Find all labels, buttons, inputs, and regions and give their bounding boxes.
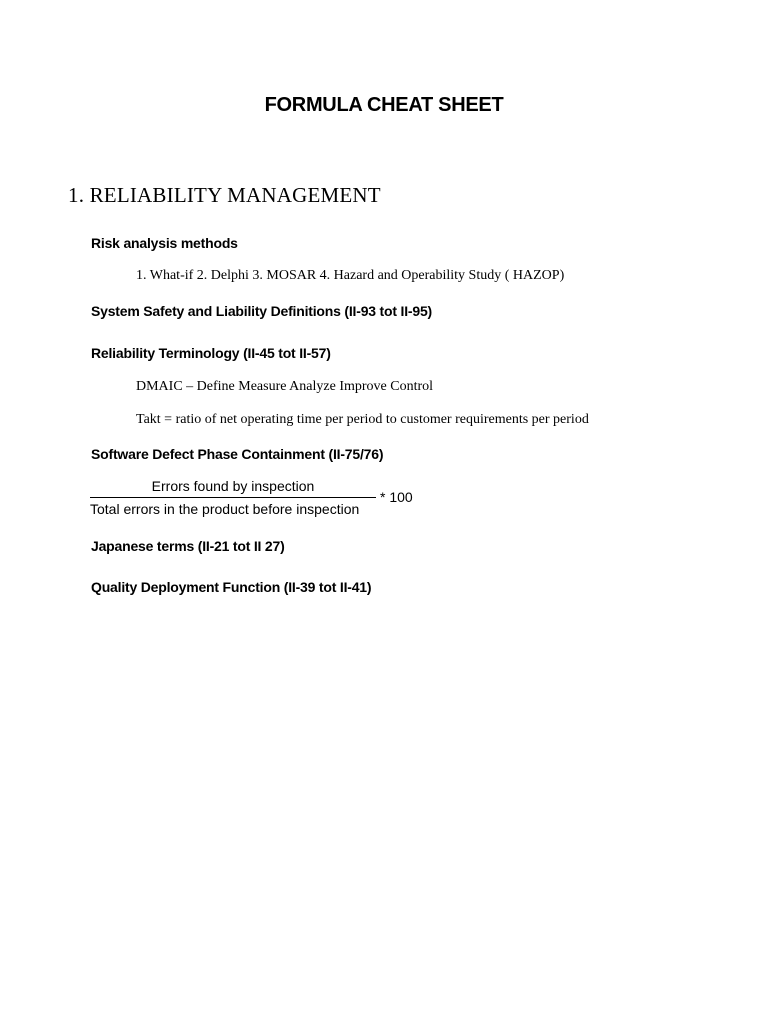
reliability-terminology-heading: Reliability Terminology (II-45 tot II-57)	[91, 345, 331, 361]
dmaic-definition: DMAIC – Define Measure Analyze Improve Control	[136, 379, 434, 394]
risk-methods-list: 1. What-if 2. Delphi 3. MOSAR 4. Hazard and Operability Study ( HAZOP)	[136, 268, 565, 283]
section-heading: 1. RELIABILITY MANAGEMENT	[68, 183, 381, 207]
takt-definition: Takt = ratio of net operating time per period to customer requirements per period	[136, 412, 589, 427]
formula-numerator: Errors found by inspection	[151, 478, 315, 494]
defect-containment-formula	[90, 474, 420, 520]
fraction-bar	[90, 497, 376, 498]
formula-denominator: Total errors in the product before inspection	[90, 501, 360, 517]
document-title: FORMULA CHEAT SHEET	[264, 94, 504, 116]
risk-analysis-heading: Risk analysis methods	[91, 235, 238, 251]
japanese-terms-heading: Japanese terms (II-21 tot II 27)	[91, 538, 285, 554]
quality-deployment-heading: Quality Deployment Function (II-39 tot II-41)	[91, 579, 372, 595]
formula-multiplier: * 100	[380, 489, 413, 505]
software-defect-heading: Software Defect Phase Containment (II-75/76)	[91, 446, 384, 462]
system-safety-heading: System Safety and Liability Definitions (II-93 tot II-95)	[91, 303, 432, 319]
